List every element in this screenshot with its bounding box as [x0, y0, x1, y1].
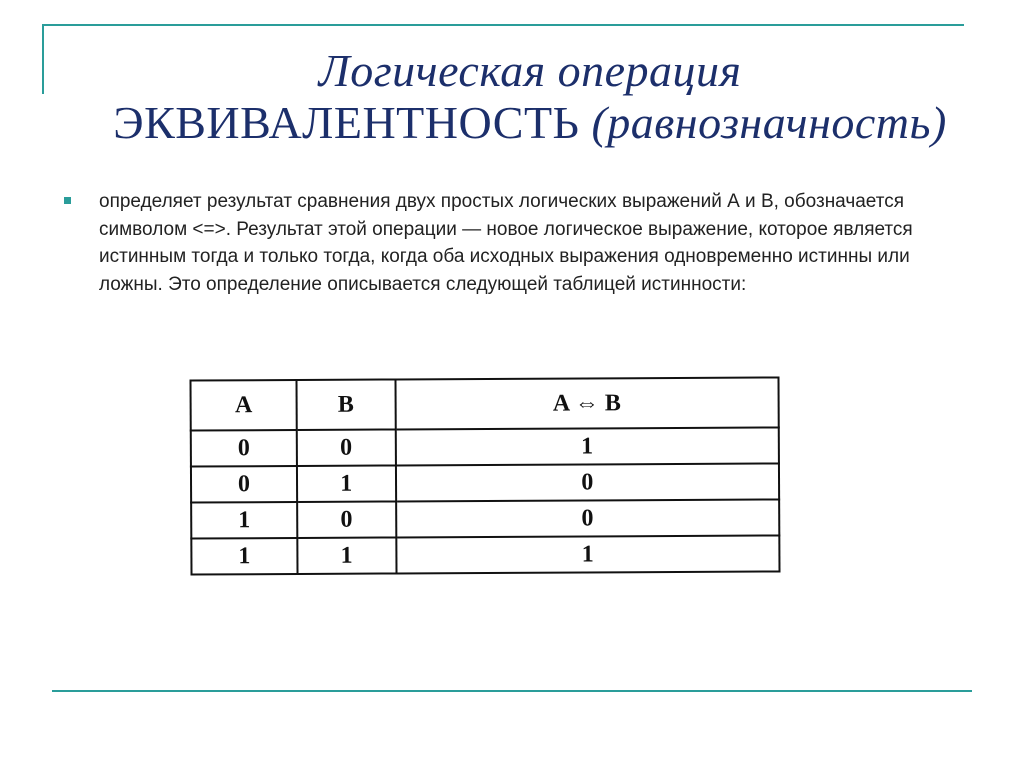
bullet-item	[64, 188, 924, 298]
table-row	[191, 463, 779, 502]
table-cell: 1	[396, 535, 780, 573]
header-cell-a-equiv-b: A ⇔ B	[395, 377, 779, 429]
frame-left-line	[42, 24, 44, 94]
bullet-text: определяет результат сравнения двух простых логических выражений А и В, обозначается символом <=>. Результат этой операции — новое логическое выражение, которое является истинным тогда и только тогда, когда оба исходных выражения одновременно истинны или ложны. Это определение описывается следующей таблицей истинности:	[99, 191, 913, 295]
square-bullet-icon	[64, 197, 71, 204]
table-row	[191, 535, 779, 574]
table-cell: 0	[191, 430, 297, 467]
table-cell: 1	[395, 427, 779, 465]
title-line-2	[60, 97, 1000, 149]
table-cell: 1	[297, 537, 396, 574]
frame-top-line	[42, 24, 964, 26]
table-cell: 0	[297, 501, 396, 538]
title-paren-term: (равнозначность)	[591, 96, 947, 148]
title-main-term: ЭКВИВАЛЕНТНОСТЬ	[113, 96, 580, 148]
header-cell-b: B	[296, 379, 395, 430]
table-cell: 0	[297, 429, 396, 466]
table-cell: 0	[191, 466, 297, 503]
frame-bottom-line	[52, 690, 972, 692]
table-cell: 0	[396, 499, 780, 537]
table-cell: 1	[191, 502, 297, 539]
table-row	[191, 499, 779, 538]
slide-title	[60, 45, 1000, 148]
table-cell: 0	[396, 463, 780, 501]
header-cell-a: A	[190, 380, 296, 431]
truth-table	[189, 376, 780, 575]
title-line-1: Логическая операция	[318, 45, 742, 96]
table-row	[191, 427, 779, 466]
table-header-row	[190, 377, 778, 430]
table-cell: 1	[191, 538, 297, 575]
table-cell: 1	[297, 465, 396, 502]
